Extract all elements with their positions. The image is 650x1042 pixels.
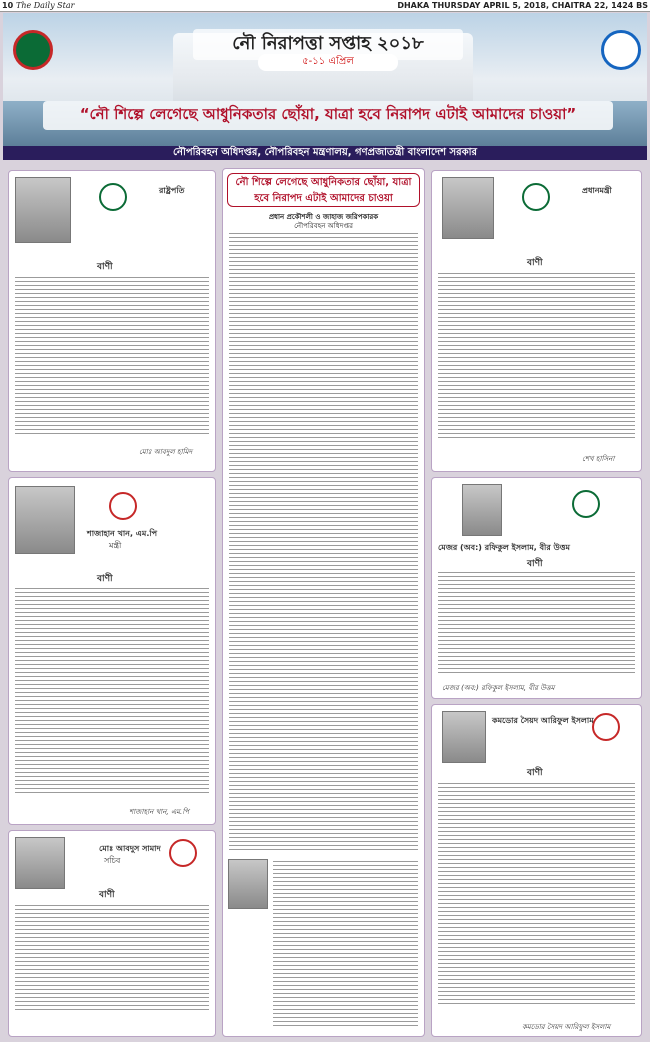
message-body [15,586,209,796]
signature: মেজর (অব:) রফিকুল ইসলাম, বীর উত্তম [442,684,555,692]
article-body [229,231,418,851]
bangladesh-emblem-icon [13,30,53,70]
signature: মোঃ আবদুল হামিদ [139,448,193,456]
seal-icon [169,839,197,867]
minister-name: শাজাহান খান, এম.পি [87,529,158,538]
advertisement-banner [3,13,647,160]
banner-title: নৌ নিরাপত্তা সপ্তাহ ২০১৮ [193,29,463,60]
minister-title: মন্ত্রী [109,541,122,550]
dateline: DHAKA THURSDAY APRIL 5, 2018, CHAITRA 22, 1424 BS [397,1,648,10]
minister-photo [15,486,75,554]
president-message [8,170,216,472]
article-body-continued [273,859,418,1029]
message-body [438,271,635,441]
lifebuoy-logo-icon [601,30,641,70]
author-photo [228,859,268,909]
banner-dates: ৫-১১ এপ্রিল [258,54,398,71]
secretary-message [8,830,216,1037]
dg-photo [442,711,486,763]
article-heading: নৌ শিল্পে লেগেছে আধুনিকতার ছোঁয়া, যাত্রা হবে নিরাপদ এটাই আমাদের চাওয়া [227,173,420,207]
minister-message [8,477,216,825]
banner-footer: নৌপরিবহন অধিদপ্তর, নৌপরিবহন মন্ত্রণালয়, গণপ্রজাতন্ত্রী বাংলাদেশ সরকার [3,146,647,160]
secretary-photo [15,837,65,889]
seal-icon [99,183,127,211]
bani-heading: বাণী [527,559,543,569]
bani-heading: বাণী [99,890,115,900]
message-body [438,570,635,674]
message-body [15,903,209,1013]
chairman-name: মেজর (অব:) রফিকুল ইসলাম, বীর উত্তম [438,543,570,552]
article-dept: নৌপরিবহন অধিদপ্তর [294,222,353,230]
signature: শেখ হাসিনা [582,455,615,463]
signature: শাজাহান খান, এম.পি [129,808,190,816]
pm-message [431,170,642,472]
chairman-photo [462,484,502,536]
director-general-message [431,704,642,1037]
bani-heading: বাণী [527,258,543,268]
seal-icon [522,183,550,211]
pm-photo [442,177,494,239]
president-photo [15,177,71,243]
bani-heading: বাণী [97,262,113,272]
article-byline: প্রধান প্রকৌশলী ও জাহাজ জরিপকারক [268,213,379,221]
masthead: The Daily Star [16,1,75,10]
message-body [15,275,209,435]
page-header [0,0,650,12]
signature: কমডোর সৈয়দ আরিফুল ইসলাম [522,1023,611,1031]
seal-icon [109,492,137,520]
centerpiece-article [222,168,425,1037]
bani-heading: বাণী [527,768,543,778]
message-body [438,781,635,1005]
page-number: 10 [2,1,14,10]
secretary-name: মোঃ আবদুস সামাদ [99,844,161,853]
banner-slogan: “নৌ শিল্পে লেগেছে আধুনিকতার ছোঁয়া, যাত্রা হবে নিরাপদ এটাই আমাদের চাওয়া” [43,101,613,130]
bani-heading: বাণী [97,574,113,584]
role-label: রাষ্ট্রপতি [159,186,185,195]
chairman-message [431,477,642,699]
seal-icon [572,490,600,518]
dg-name: কমডোর সৈয়দ আরিফুল ইসলাম [492,716,594,725]
seal-icon [592,713,620,741]
secretary-title: সচিব [104,856,121,865]
role-label: প্রধানমন্ত্রী [582,186,612,195]
